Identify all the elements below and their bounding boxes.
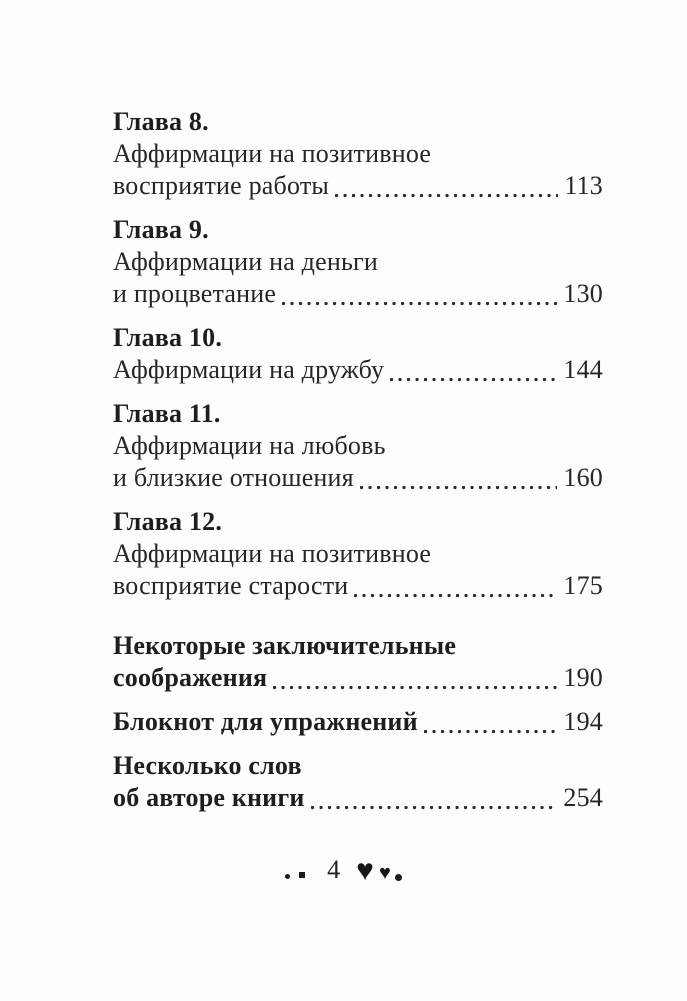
toc-title-text: и процветание [113, 279, 277, 308]
toc-title-text: и близкие отношения [113, 463, 354, 492]
toc-chapter-label: Глава 11. [113, 399, 221, 428]
toc-title-line [113, 170, 603, 202]
small-round-dot-icon [285, 874, 290, 879]
dot-leader [282, 302, 557, 306]
toc-title-line: Несколько слов [113, 751, 302, 780]
toc-chapter-label: Глава 9. [113, 215, 209, 244]
toc-entry [113, 506, 603, 602]
heart-icon-large: ♥ [356, 854, 374, 887]
toc-page-number: 175 [563, 571, 603, 600]
toc-entry [113, 630, 603, 694]
toc-title-line [113, 782, 603, 814]
toc-page-number: 190 [563, 663, 603, 692]
dot-leader [424, 730, 558, 734]
toc-title-line [113, 706, 603, 738]
toc-chapter-label: Глава 12. [113, 507, 223, 536]
toc-entry [113, 106, 603, 202]
toc-title-line [113, 278, 603, 310]
toc-title-text: восприятие работы [113, 171, 330, 200]
toc-title-line [113, 354, 603, 386]
toc-title-text: Блокнот для упражнений [113, 707, 418, 736]
toc-page-number: 113 [564, 171, 603, 200]
round-dot-icon [395, 874, 402, 881]
toc-title-line [113, 570, 603, 602]
toc-entry [113, 214, 603, 310]
toc-title-text: Аффирмации на дружбу [113, 355, 385, 384]
toc-title-line: Аффирмации на любовь [113, 431, 386, 460]
toc-entry [113, 706, 603, 738]
dot-leader [390, 378, 557, 382]
dot-leader [335, 194, 558, 198]
toc-title-line [113, 662, 603, 694]
toc-page-number: 160 [563, 463, 603, 492]
toc-title-line: Некоторые заключительные [113, 631, 457, 660]
toc-chapter-label: Глава 8. [113, 107, 209, 136]
toc-page-number: 254 [563, 783, 603, 812]
toc-title-text: об авторе книги [113, 783, 305, 812]
toc-entry [113, 322, 603, 386]
toc-page-number: 144 [563, 355, 603, 384]
page-number: 4 [327, 855, 341, 884]
toc-title-line: Аффирмации на позитивное [113, 539, 432, 568]
small-square-dot-icon [299, 872, 305, 878]
toc-entry [113, 398, 603, 494]
toc-page-number: 130 [563, 279, 603, 308]
toc-title-text: восприятие старости [113, 571, 349, 600]
table-of-contents [113, 106, 603, 826]
dot-leader [354, 594, 557, 598]
toc-title-line: Аффирмации на деньги [113, 247, 378, 276]
toc-chapter-label: Глава 10. [113, 323, 223, 352]
dot-leader [360, 486, 558, 490]
page-footer [0, 850, 687, 890]
dot-leader [311, 806, 558, 810]
toc-title-line [113, 462, 603, 494]
toc-title-text: соображения [113, 663, 268, 692]
toc-title-line: Аффирмации на позитивное [113, 139, 432, 168]
heart-icon-small: ♥ [378, 862, 391, 884]
dot-leader [273, 686, 557, 690]
toc-page-number: 194 [563, 707, 603, 736]
toc-entry [113, 750, 603, 814]
